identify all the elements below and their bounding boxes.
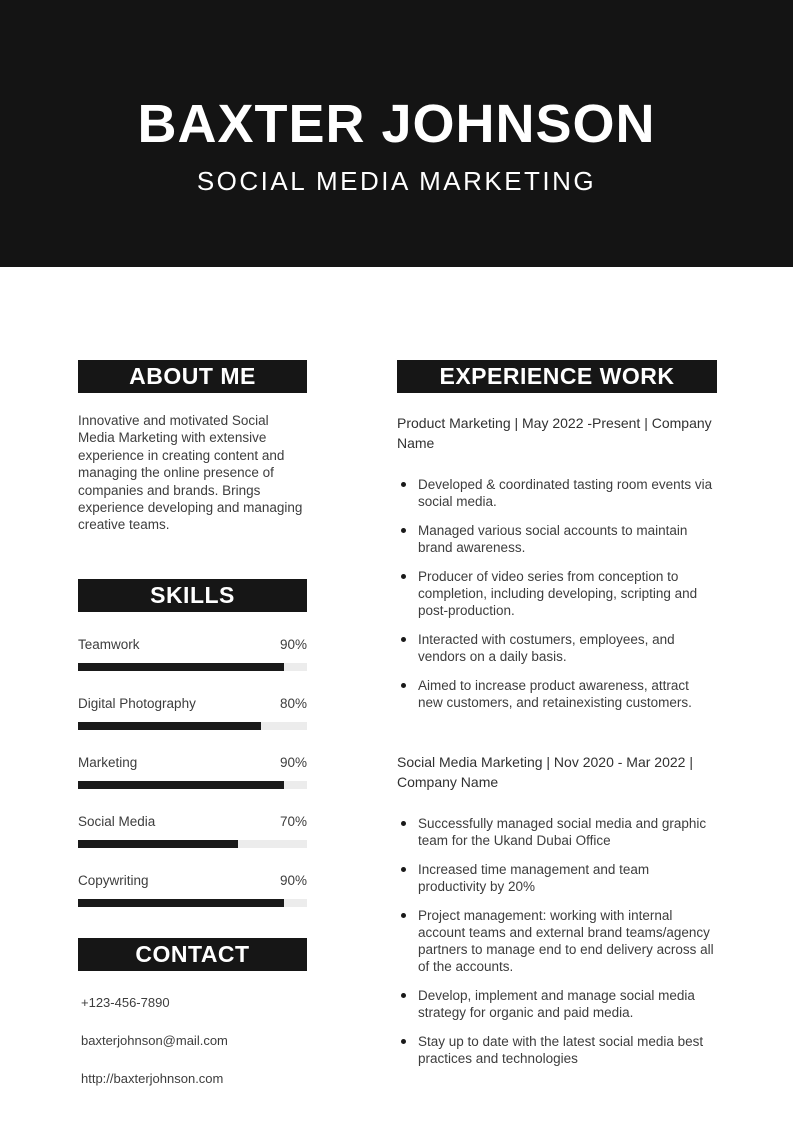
- skill-label: Marketing: [78, 754, 138, 770]
- skill-bar-track: [78, 781, 307, 789]
- skill-bar-track: [78, 722, 307, 730]
- skill-bar-fill: [78, 663, 284, 671]
- candidate-name: BAXTER JOHNSON: [137, 93, 656, 154]
- experience-heading: EXPERIENCE WORK: [397, 360, 717, 393]
- contact-website: http://baxterjohnson.com: [81, 1070, 224, 1086]
- skill-percent: 90%: [279, 872, 307, 888]
- job-bullet-list: [397, 815, 717, 1067]
- skill-bar-track: [78, 899, 307, 907]
- skill-bar-fill: [78, 840, 238, 848]
- skills-heading: SKILLS: [78, 579, 307, 612]
- job-bullet: Aimed to increase product awareness, attract new customers, and retainexisting customers.: [401, 677, 717, 711]
- skill-row: [78, 637, 307, 652]
- job-title: Social Media Marketing | Nov 2020 - Mar 2022 | Company Name: [397, 754, 693, 790]
- skill-row: [78, 873, 307, 888]
- job-bullet: Project management: working with internal account teams and external brand teams/agency partners to manage end to end delivery across all of the accounts.: [401, 907, 717, 975]
- job-bullet: Develop, implement and manage social media strategy for organic and paid media.: [401, 987, 717, 1021]
- header-banner: [0, 0, 793, 267]
- contact-email: baxterjohnson@mail.com: [81, 1032, 228, 1048]
- skill-label: Copywriting: [78, 872, 149, 888]
- job-bullet: Increased time management and team productivity by 20%: [401, 861, 717, 895]
- about-text: Innovative and motivated Social Media Marketing with extensive experience in creating content and managing the online presence of companies and brands. Brings experience developing and managing creative teams.: [78, 413, 303, 533]
- skills-section: [78, 579, 307, 907]
- contact-list: [78, 995, 307, 1086]
- skill-bar-fill: [78, 899, 284, 907]
- skill-bar-fill: [78, 781, 284, 789]
- column-gap: [307, 360, 397, 1109]
- right-column: [397, 360, 717, 1109]
- skill-item: [78, 873, 307, 907]
- about-section: [78, 360, 307, 534]
- job-entry: [397, 752, 717, 1067]
- job-bullet: Successfully managed social media and graphic team for the Ukand Dubai Office: [401, 815, 717, 849]
- skill-item: [78, 755, 307, 789]
- candidate-title: SOCIAL MEDIA MARKETING: [196, 166, 597, 197]
- skill-percent: 90%: [279, 636, 307, 652]
- contact-heading: CONTACT: [78, 938, 307, 971]
- content-columns: [0, 267, 793, 1109]
- job-entry: [397, 413, 717, 711]
- skill-bar-track: [78, 840, 307, 848]
- skill-row: [78, 696, 307, 711]
- job-title: Product Marketing | May 2022 -Present | Company Name: [397, 415, 712, 451]
- job-bullet: Stay up to date with the latest social media best practices and technologies: [401, 1033, 717, 1067]
- job-bullet: Producer of video series from conception to completion, including developing, scripting and post-production.: [401, 568, 717, 619]
- skill-row: [78, 755, 307, 770]
- about-heading: ABOUT ME: [78, 360, 307, 393]
- skill-item: [78, 814, 307, 848]
- skill-bar-fill: [78, 722, 261, 730]
- job-bullet: Developed & coordinated tasting room events via social media.: [401, 476, 717, 510]
- contact-phone: +123-456-7890: [81, 994, 170, 1010]
- skill-label: Social Media: [78, 813, 156, 829]
- skill-label: Digital Photography: [78, 695, 196, 711]
- skill-percent: 80%: [279, 695, 307, 711]
- skill-bar-track: [78, 663, 307, 671]
- job-bullet: Managed various social accounts to maintain brand awareness.: [401, 522, 717, 556]
- contact-section: [78, 938, 307, 1086]
- skill-item: [78, 696, 307, 730]
- left-column: [78, 360, 307, 1109]
- skill-percent: 90%: [279, 754, 307, 770]
- skill-label: Teamwork: [78, 636, 140, 652]
- job-bullet-list: [397, 476, 717, 711]
- job-bullet: Interacted with costumers, employees, and vendors on a daily basis.: [401, 631, 717, 665]
- skill-percent: 70%: [279, 813, 307, 829]
- skill-row: [78, 814, 307, 829]
- skill-item: [78, 637, 307, 671]
